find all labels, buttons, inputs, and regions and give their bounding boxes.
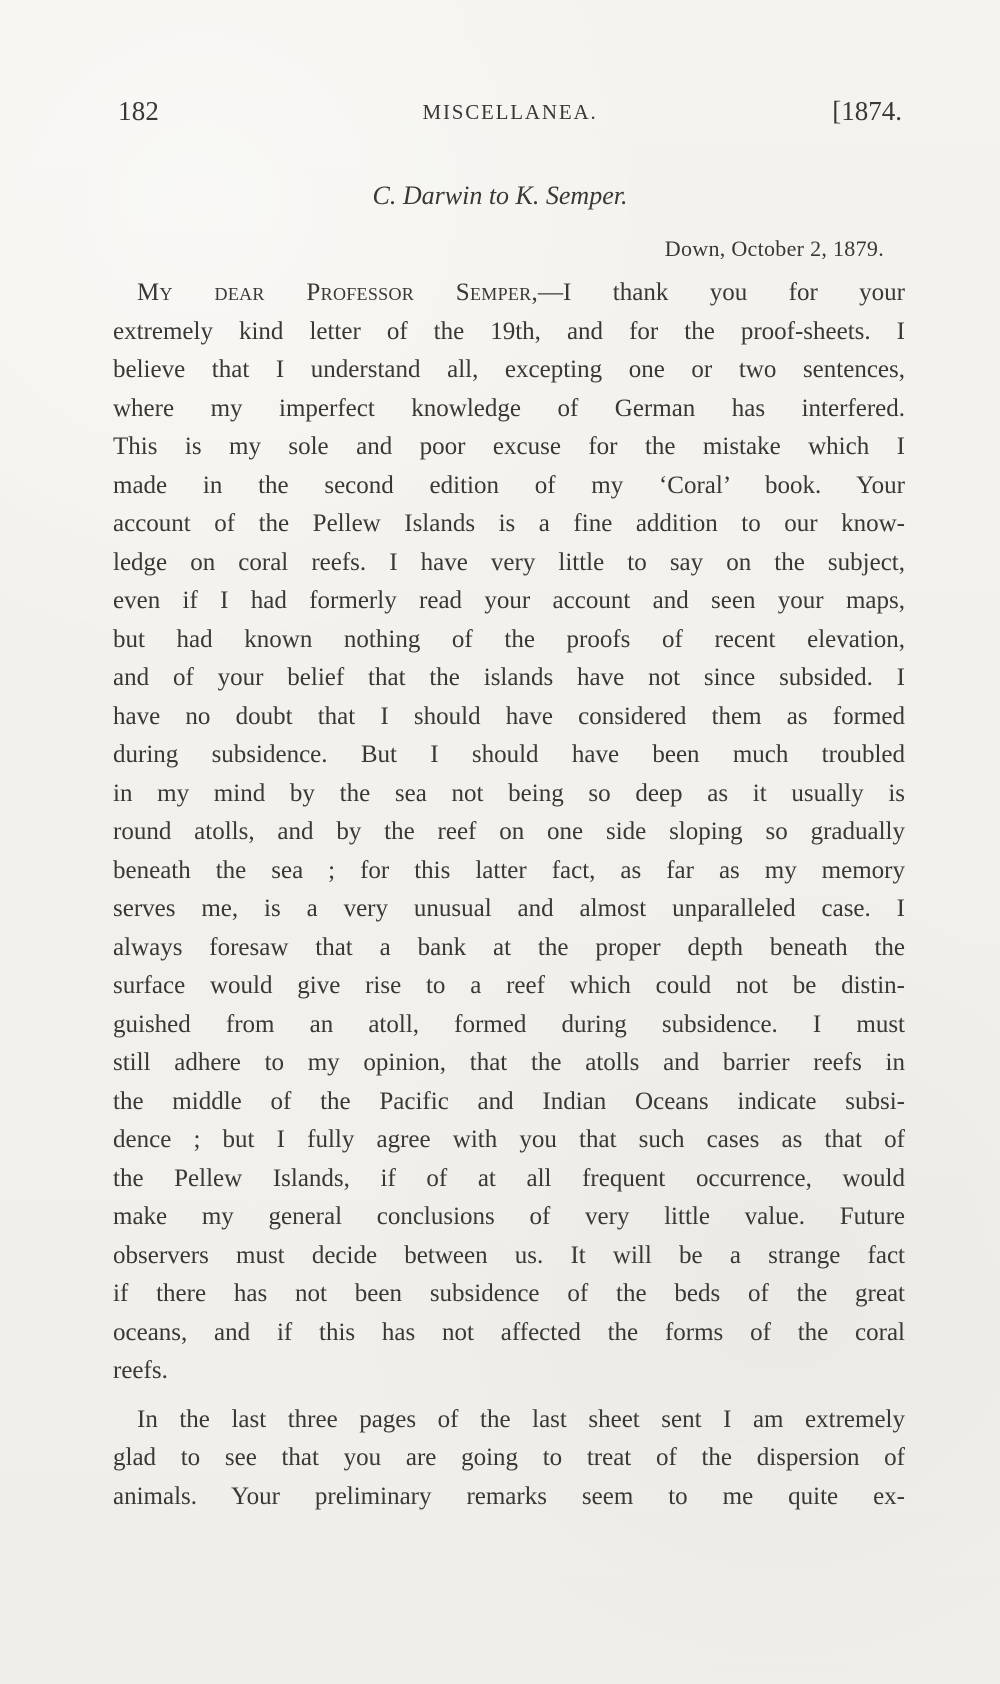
paragraph-line: account of the Pellew Islands is a fine addition to our know-: [113, 510, 905, 537]
letter-body: [113, 274, 905, 1516]
paragraph-line: still adhere to my opinion, that the atolls and barrier reefs in: [113, 1049, 905, 1076]
paragraph-line: [113, 274, 905, 313]
paragraph-line: round atolls, and by the reef on one side sloping so gradually: [113, 818, 905, 845]
paragraph-line: during subsidence. But I should have been much troubled: [113, 741, 905, 768]
paragraph-line: glad to see that you are going to treat of the dispersion of: [113, 1444, 905, 1471]
running-head: MISCELLANEA.: [422, 100, 598, 124]
year-mark: [1874.: [832, 96, 902, 126]
paragraph-2: [113, 1401, 905, 1517]
salutation: My dear Professor Semper,: [137, 279, 539, 306]
paragraph-line: always foresaw that a bank at the proper depth beneath the: [113, 933, 905, 961]
letter-dateline: Down, October 2, 1879.: [664, 236, 884, 261]
paragraph-line: dence ; but I fully agree with you that such cases as that of: [113, 1126, 905, 1153]
page-number: 182: [118, 96, 160, 126]
paragraph-line: make my general conclusions of very little value. Future: [113, 1203, 905, 1230]
paragraph-line: animals. Your preliminary remarks seem to me quite ex-: [113, 1482, 905, 1510]
paragraph-line: and of your belief that the islands have not since subsided. I: [113, 664, 905, 691]
paragraph-line: extremely kind letter of the 19th, and for the proof-sheets. I: [113, 317, 905, 345]
paragraph-line: the Pellew Islands, if of at all frequent occurrence, would: [113, 1164, 905, 1192]
paragraph-line: where my imperfect knowledge of German has interfered.: [113, 394, 905, 422]
paragraph-line: have no doubt that I should have considered them as formed: [113, 702, 905, 730]
paragraph-1: [113, 274, 905, 1391]
paragraph-line: made in the second edition of my ‘Coral’ book. Your: [113, 471, 905, 499]
paragraph-line: beneath the sea ; for this latter fact, as far as my memory: [113, 856, 905, 884]
letter-title: C. Darwin to K. Semper.: [372, 181, 628, 210]
paragraph-line: believe that I understand all, excepting one or two sentences,: [113, 356, 905, 383]
paragraph-line: reefs.: [113, 1357, 168, 1384]
paragraph-line: In the last three pages of the last sheet sent I am extremely: [137, 1405, 905, 1433]
paragraph-line: but had known nothing of the proofs of recent elevation,: [113, 625, 905, 653]
page-header: [118, 96, 902, 136]
paragraph-line: observers must decide between us. It will be a strange fact: [113, 1241, 905, 1269]
paragraph-line: the middle of the Pacific and Indian Oceans indicate subsi-: [113, 1087, 905, 1115]
paragraph-line: even if I had formerly read your account and seen your maps,: [113, 587, 905, 614]
paragraph-line: ledge on coral reefs. I have very little to say on the subject,: [113, 548, 905, 576]
paragraph-line: guished from an atoll, formed during subsidence. I must: [113, 1010, 905, 1038]
paragraph-line: oceans, and if this has not affected the forms of the coral: [113, 1318, 905, 1346]
paragraph-line: if there has not been subsidence of the beds of the great: [113, 1280, 905, 1307]
paragraph-line: This is my sole and poor excuse for the mistake which I: [113, 433, 905, 460]
opening-line-text: —I thank you for your: [538, 279, 905, 306]
paragraph-line: surface would give rise to a reef which could not be distin-: [113, 972, 905, 999]
paragraph-line: in my mind by the sea not being so deep as it usually is: [113, 779, 905, 807]
paragraph-line: serves me, is a very unusual and almost unparalleled case. I: [113, 895, 905, 922]
